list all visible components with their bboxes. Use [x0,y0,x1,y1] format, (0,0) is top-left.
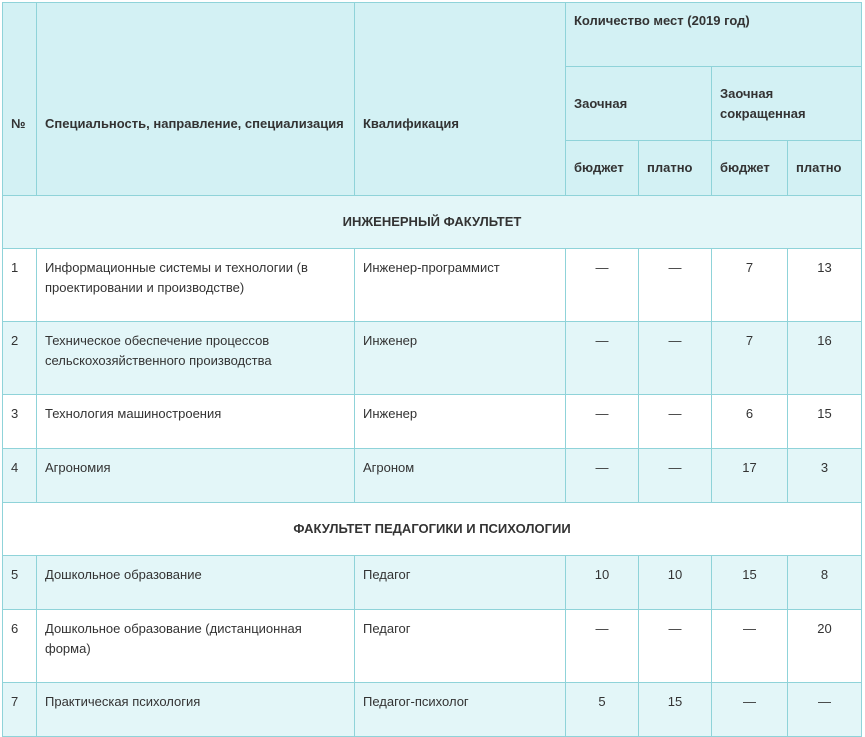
row-paid-short: 16 [788,322,862,395]
row-qualification: Инженер-программист [355,249,566,322]
row-paid-short: — [788,683,862,737]
row-qualification: Инженер [355,395,566,449]
row-budget-correspondence: — [566,395,639,449]
table-row [3,683,862,737]
row-budget-short: 15 [712,556,788,610]
row-budget-short: — [712,610,788,683]
header-paid-correspondence: платно [639,141,712,196]
header-places: Количество мест (2019 год) [566,3,862,67]
row-qualification: Педагог [355,610,566,683]
row-number: 1 [3,249,37,322]
faculty-row [3,196,862,249]
row-paid-correspondence: 10 [639,556,712,610]
row-budget-correspondence: — [566,610,639,683]
faculty-row [3,503,862,556]
row-budget-correspondence: — [566,249,639,322]
row-specialty: Техническое обеспечение процессов сельскохозяйственного производства [37,322,355,395]
header-specialty: Специальность, направление, специализация [37,3,355,196]
header-paid-short: платно [788,141,862,196]
row-number: 6 [3,610,37,683]
header-correspondence-short: Заочная сокращенная [712,67,862,141]
row-qualification: Агроном [355,449,566,503]
table-row [3,322,862,395]
row-budget-correspondence: 5 [566,683,639,737]
row-specialty: Дошкольное образование (дистанционная форма) [37,610,355,683]
row-paid-short: 20 [788,610,862,683]
header-correspondence: Заочная [566,67,712,141]
row-qualification: Инженер [355,322,566,395]
row-qualification: Педагог-психолог [355,683,566,737]
header-number: № [3,3,37,196]
row-paid-short: 8 [788,556,862,610]
header-budget-short: бюджет [712,141,788,196]
table-row [3,556,862,610]
header-qualification: Квалификация [355,3,566,196]
row-number: 3 [3,395,37,449]
row-number: 7 [3,683,37,737]
row-specialty: Практическая психология [37,683,355,737]
table-row [3,449,862,503]
row-specialty: Информационные системы и технологии (в проектировании и производстве) [37,249,355,322]
row-budget-short: — [712,683,788,737]
row-paid-correspondence: 15 [639,683,712,737]
table-row [3,249,862,322]
row-paid-short: 13 [788,249,862,322]
row-budget-short: 7 [712,322,788,395]
row-budget-short: 17 [712,449,788,503]
row-paid-correspondence: — [639,395,712,449]
faculty-title: ФАКУЛЬТЕТ ПЕДАГОГИКИ И ПСИХОЛОГИИ [3,503,862,556]
row-specialty: Технология машиностроения [37,395,355,449]
row-number: 5 [3,556,37,610]
table-row [3,610,862,683]
row-budget-correspondence: — [566,322,639,395]
row-budget-correspondence: 10 [566,556,639,610]
header-budget-correspondence: бюджет [566,141,639,196]
row-paid-short: 3 [788,449,862,503]
row-paid-correspondence: — [639,610,712,683]
row-budget-short: 6 [712,395,788,449]
row-paid-short: 15 [788,395,862,449]
admission-table [2,2,862,737]
row-specialty: Дошкольное образование [37,556,355,610]
row-number: 4 [3,449,37,503]
row-number: 2 [3,322,37,395]
row-paid-correspondence: — [639,249,712,322]
row-paid-correspondence: — [639,449,712,503]
row-qualification: Педагог [355,556,566,610]
table-row [3,395,862,449]
row-budget-short: 7 [712,249,788,322]
row-paid-correspondence: — [639,322,712,395]
row-budget-correspondence: — [566,449,639,503]
faculty-title: ИНЖЕНЕРНЫЙ ФАКУЛЬТЕТ [3,196,862,249]
row-specialty: Агрономия [37,449,355,503]
